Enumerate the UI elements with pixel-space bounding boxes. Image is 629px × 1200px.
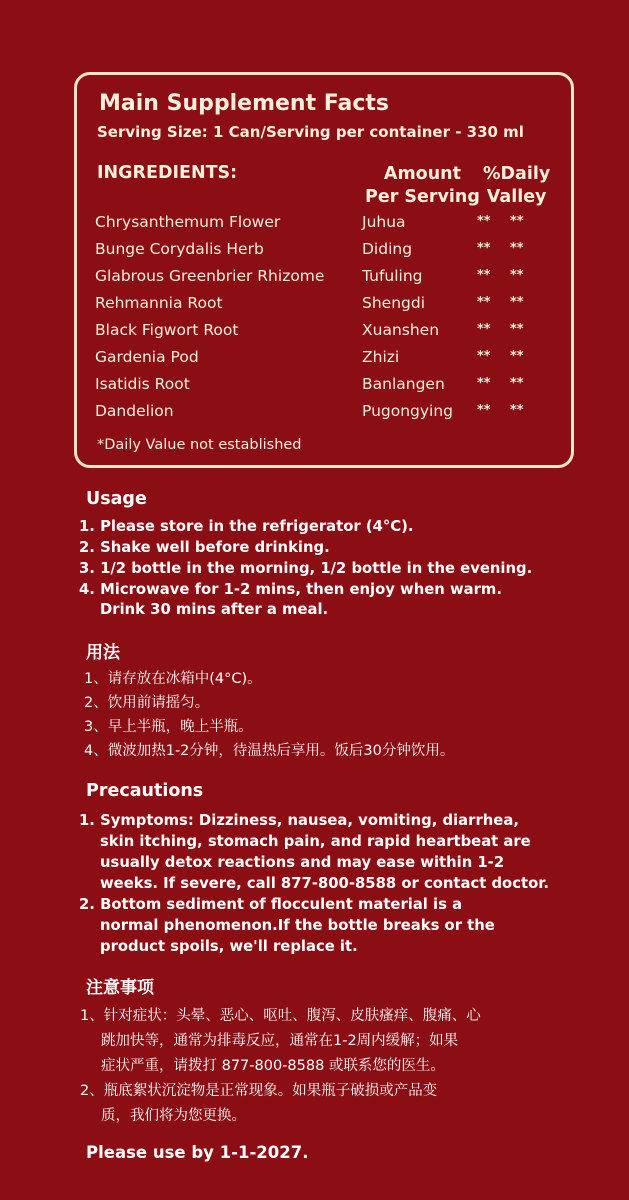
amount-value: ** bbox=[477, 295, 491, 310]
usage-line: 2. Shake well before drinking. bbox=[79, 539, 330, 556]
ingredient-name: Black Figwort Root bbox=[95, 321, 239, 339]
precautions-line: normal phenomenon.If the bottle breaks or the bbox=[100, 917, 495, 934]
usage-cn-line: 2、饮用前请摇匀。 bbox=[84, 695, 210, 711]
ingredient-pinyin: Diding bbox=[362, 240, 413, 258]
precautions-cn-line: 跳加快等，通常为排毒反应，通常在1-2周内缓解；如果 bbox=[101, 1033, 459, 1049]
ingredient-row bbox=[77, 240, 571, 266]
usage-line: Drink 30 mins after a meal. bbox=[100, 601, 329, 618]
daily-value: ** bbox=[510, 349, 524, 364]
ingredient-name: Isatidis Root bbox=[95, 375, 190, 393]
precautions-cn-line: 症状严重，请拨打 877-800-8588 或联系您的医生。 bbox=[101, 1058, 445, 1074]
daily-value: ** bbox=[510, 268, 524, 283]
amount-value: ** bbox=[477, 268, 491, 283]
daily-value: ** bbox=[510, 241, 524, 256]
ingredient-row bbox=[77, 213, 571, 239]
amount-header: Amount Per Serving bbox=[365, 164, 480, 207]
ingredient-pinyin: Xuanshen bbox=[362, 321, 440, 339]
ingredient-pinyin: Banlangen bbox=[362, 375, 445, 393]
daily-value: ** bbox=[510, 295, 524, 310]
ingredient-name: Gardenia Pod bbox=[95, 348, 199, 366]
precautions-cn-line: 1、针对症状：头晕、恶心、呕吐、腹泻、皮肤瘙痒、腹痛、心 bbox=[80, 1008, 481, 1024]
daily-value: ** bbox=[510, 403, 524, 418]
amount-value: ** bbox=[477, 214, 491, 229]
daily-value: ** bbox=[510, 376, 524, 391]
ingredient-name: Chrysanthemum Flower bbox=[95, 213, 281, 231]
amount-value: ** bbox=[477, 241, 491, 256]
usage-line: 3. 1/2 bottle in the morning, 1/2 bottle in the evening. bbox=[79, 560, 533, 577]
ingredient-row bbox=[77, 375, 571, 401]
amount-value: ** bbox=[477, 349, 491, 364]
usage-cn-line: 1、请存放在冰箱中(4°C)。 bbox=[84, 671, 262, 687]
ingredient-row bbox=[77, 348, 571, 374]
ingredient-name: Rehmannia Root bbox=[95, 294, 223, 312]
daily-value-header: %Daily Valley bbox=[483, 164, 551, 207]
usage-line: 4. Microwave for 1-2 mins, then enjoy when warm. bbox=[79, 581, 502, 598]
usage-cn-title: 用法 bbox=[86, 643, 120, 663]
ingredient-name: Bunge Corydalis Herb bbox=[95, 240, 264, 258]
amount-value: ** bbox=[477, 322, 491, 337]
ingredient-pinyin: Tufuling bbox=[362, 267, 423, 285]
serving-size: Serving Size: 1 Can/Serving per container - 330 ml bbox=[97, 123, 524, 141]
ingredient-row bbox=[77, 402, 571, 428]
amount-value: ** bbox=[477, 403, 491, 418]
facts-title: Main Supplement Facts bbox=[99, 91, 389, 116]
use-by-date: Please use by 1-1-2027. bbox=[86, 1143, 309, 1162]
ingredient-pinyin: Shengdi bbox=[362, 294, 426, 312]
precautions-line: 2. Bottom sediment of flocculent material is a bbox=[79, 896, 463, 913]
daily-value: ** bbox=[510, 322, 524, 337]
ingredient-name: Dandelion bbox=[95, 402, 174, 420]
precautions-cn-line: 2、瓶底絮状沉淀物是正常现象。如果瓶子破损或产品变 bbox=[80, 1083, 438, 1099]
daily-value: ** bbox=[510, 214, 524, 229]
ingredient-pinyin: Pugongying bbox=[362, 402, 454, 420]
precautions-cn-line: 质，我们将为您更换。 bbox=[101, 1108, 246, 1124]
precautions-cn-title: 注意事项 bbox=[86, 978, 154, 998]
precautions-line: usually detox reactions and may ease within 1-2 bbox=[100, 854, 505, 871]
ingredient-row bbox=[77, 294, 571, 320]
supplement-facts-panel bbox=[74, 72, 574, 468]
usage-title: Usage bbox=[86, 489, 147, 509]
precautions-line: 1. Symptoms: Dizziness, nausea, vomiting, diarrhea, bbox=[79, 812, 519, 829]
usage-line: 1. Please store in the refrigerator (4°C). bbox=[79, 518, 414, 535]
precautions-title: Precautions bbox=[86, 781, 204, 801]
ingredient-name: Glabrous Greenbrier Rhizome bbox=[95, 267, 325, 285]
daily-value-footnote: *Daily Value not established bbox=[97, 437, 302, 453]
ingredient-pinyin: Juhua bbox=[362, 213, 406, 231]
precautions-line: product spoils, we'll replace it. bbox=[100, 938, 358, 955]
precautions-line: skin itching, stomach pain, and rapid heartbeat are bbox=[100, 833, 531, 850]
usage-cn-line: 3、早上半瓶，晚上半瓶。 bbox=[84, 719, 253, 735]
usage-cn-line: 4、微波加热1-2分钟，待温热后享用。饭后30分钟饮用。 bbox=[84, 743, 455, 759]
ingredient-row bbox=[77, 267, 571, 293]
ingredients-header: INGREDIENTS: bbox=[97, 163, 238, 183]
amount-value: ** bbox=[477, 376, 491, 391]
ingredient-pinyin: Zhizi bbox=[362, 348, 400, 366]
ingredient-row bbox=[77, 321, 571, 347]
precautions-line: weeks. If severe, call 877-800-8588 or contact doctor. bbox=[100, 875, 550, 892]
